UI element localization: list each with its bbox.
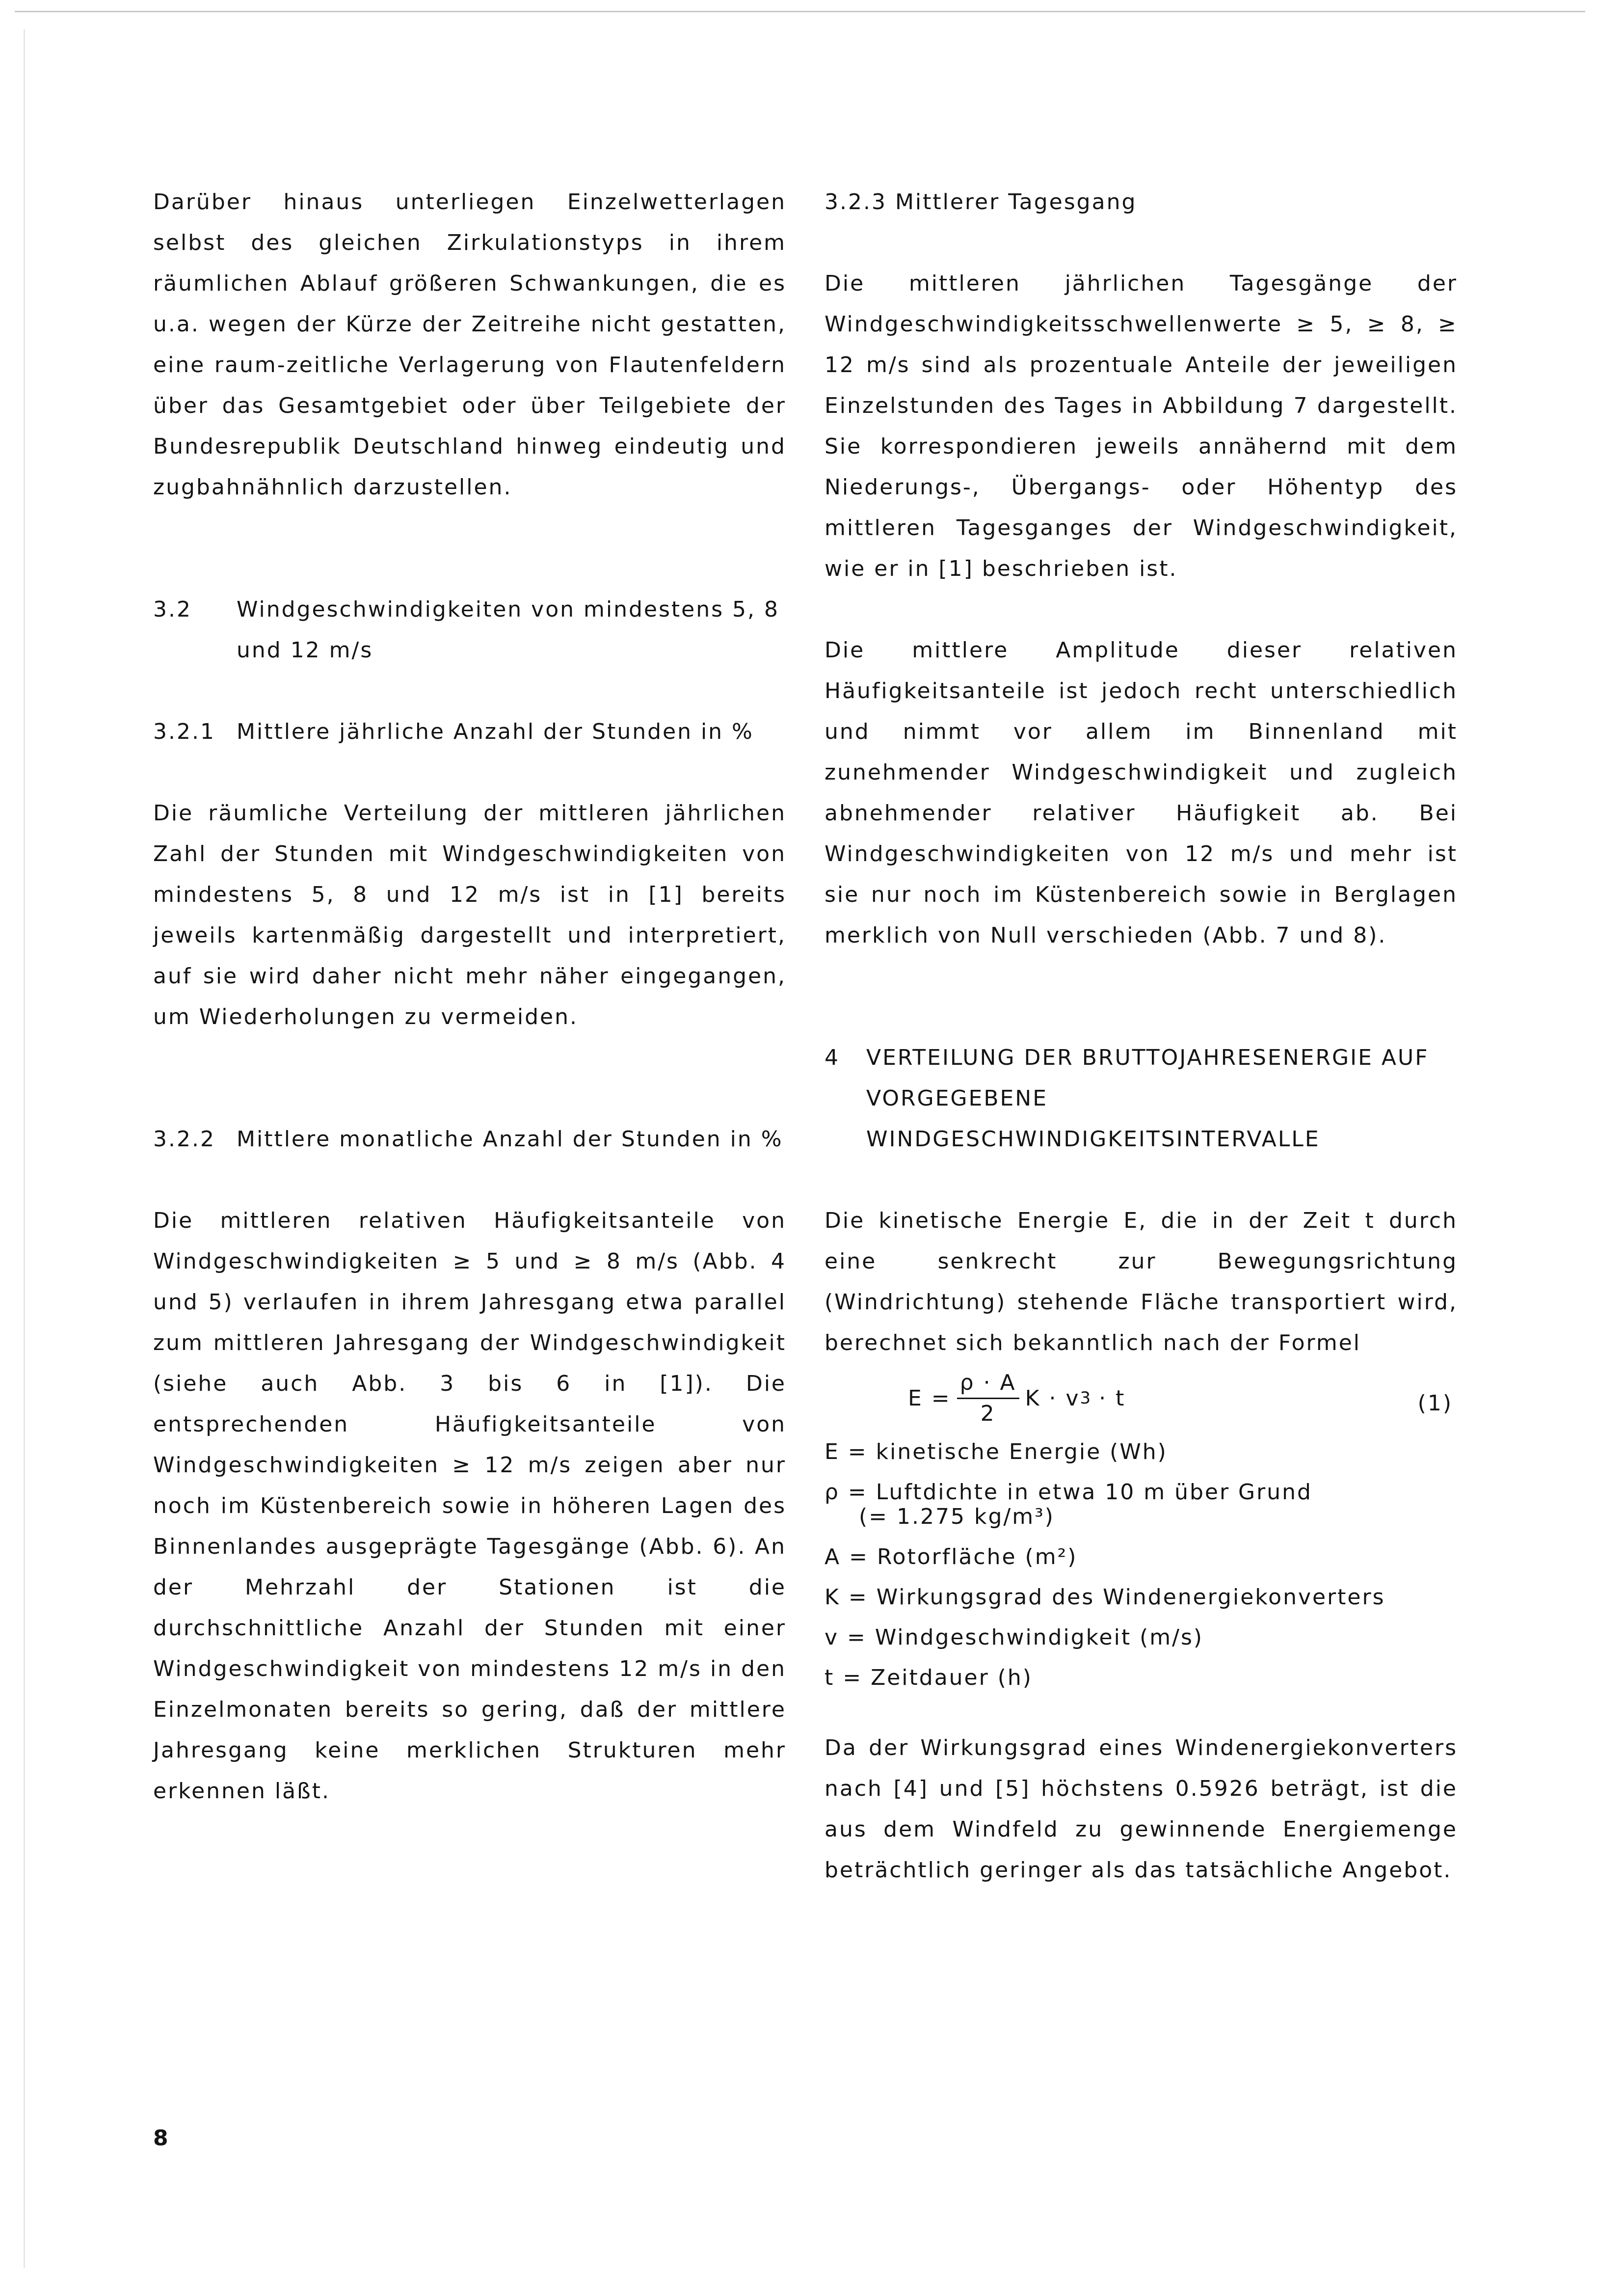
section-heading-4 [825, 1037, 1458, 1160]
paragraph-kinetische-energie: Die kinetische Energie E, die in der Zeit t durch eine senkrecht zur Bewegungsrichtung (Windrichtung) stehende Fläche transportiert wird, berechnet sich bekanntlich nach der Formel [825, 1208, 1458, 1355]
formula-numerator: ρ · A [957, 1368, 1019, 1399]
paragraph-flautenfelder: Darüber hinaus unterliegen Einzelwetterlagen selbst des gleichen Zirkulationstyps in ihrem räumlichen Ablauf größeren Schwankungen, die es u.a. wegen der Kürze der Zeitreihe nicht gestatten, eine raum-zeitliche Verlagerung von Flautenfeldern über das Gesamtgebiet oder über Teilgebiete der Bundesrepublik Deutschland hinweg eindeutig und zugbahnähnlich darzustellen. [153, 189, 786, 500]
section-title: Mittlere monatliche Anzahl der Stunden in % [237, 1127, 783, 1152]
definition-v: v = Windgeschwindigkeit (m/s) [825, 1625, 1204, 1650]
section-title: VERTEILUNG DER BRUTTOJAHRESENERGIE AUF VORGEGEBENE WINDGESCHWINDIGKEITSINTERVALLE [866, 1045, 1429, 1152]
page-number: 8 [153, 2126, 168, 2151]
equation-number: (1) [1417, 1391, 1453, 1416]
paragraph-tagesgaenge: Die mittleren jährlichen Tagesgänge der Windgeschwindigkeitsschwellenwerte ≥ 5, ≥ 8, ≥ 12 m/s sind als prozentuale Anteile der jeweiligen Einzelstunden des Tages in Abbildung 7 dargestellt. Sie korrespondieren jeweils annähernd mit dem Niederungs-, Übergangs- oder Höhentyp des mittleren Tagesganges der Windgeschwindigkeit, wie er in [1] beschrieben ist. [825, 271, 1458, 581]
formula-rest: K · v [1025, 1386, 1080, 1411]
definition-t: t = Zeitdauer (h) [825, 1665, 1033, 1690]
formula-lhs: E = [908, 1386, 951, 1411]
formula-exponent: 3 [1080, 1388, 1092, 1408]
section-number: 3.2 [153, 597, 192, 622]
section-heading-3-2 [153, 589, 786, 671]
definition-k: K = Wirkungsgrad des Windenergiekonverters [825, 1585, 1385, 1610]
paragraph-amplitude: Die mittlere Amplitude dieser relativen Häufigkeitsanteile ist jedoch recht unterschiedlich und nimmt vor allem im Binnenland mit zunehmender Windgeschwindigkeit und zugleich abnehmender relativer Häufigkeit ab. Bei Windgeschwindigkeiten von 12 m/s und mehr ist sie nur noch im Küstenbereich sowie in Berglagen merklich von Null verschieden (Abb. 7 und 8). [825, 638, 1458, 948]
formula-fraction [957, 1368, 1019, 1429]
formula-tail: · t [1099, 1386, 1126, 1411]
right-column [825, 182, 1458, 1891]
paragraph-raeumliche-verteilung: Die räumliche Verteilung der mittleren jährlichen Zahl der Stunden mit Windgeschwindigkeiten von mindestens 5, 8 und 12 m/s ist in [1] bereits jeweils kartenmäßig dargestellt und interpretiert, auf sie wird daher nicht mehr näher eingegangen, um Wiederholungen zu vermeiden. [153, 801, 786, 1029]
section-number: 3.2.1 [153, 719, 215, 744]
section-heading-3-2-3: 3.2.3 Mittlerer Tagesgang [825, 189, 1137, 215]
section-title: Windgeschwindigkeiten von mindestens 5, 8 und 12 m/s [237, 597, 779, 663]
energy-formula [825, 1363, 1458, 1432]
paragraph-wirkungsgrad: Da der Wirkungsgrad eines Windenergiekonverters nach [4] und [5] höchstens 0.5926 beträgt, ist die aus dem Windfeld zu gewinnende Energiemenge beträchtlich geringer als das tatsächliche Angebot. [825, 1735, 1458, 1883]
formula-denominator: 2 [980, 1401, 996, 1426]
definition-list [825, 1432, 1458, 1698]
section-number: 4 [825, 1045, 840, 1070]
scan-left-edge [24, 29, 25, 2268]
paragraph-haeufigkeitsanteile: Die mittleren relativen Häufigkeitsanteile von Windgeschwindigkeiten ≥ 5 und ≥ 8 m/s (Abb. 4 und 5) verlaufen in ihrem Jahresgang etwa parallel zum mittleren Jahresgang der Windgeschwindigkeit (siehe auch Abb. 3 bis 6 in [1]). Die entsprechenden Häufigkeitsanteile von Windgeschwindigkeiten ≥ 12 m/s zeigen aber nur noch im Küstenbereich sowie in höheren Lagen des Binnenlandes ausgeprägte Tagesgänge (Abb. 6). An der Mehrzahl der Stationen ist die durchschnittliche Anzahl der Stunden mit einer Windgeschwindigkeit von mindestens 12 m/s in den Einzelmonaten bereits so gering, daß der mittlere Jahresgang keine merklichen Strukturen mehr erkennen läßt. [153, 1208, 786, 1804]
section-heading-3-2-2 [153, 1119, 786, 1160]
definition-e: E = kinetische Energie (Wh) [825, 1439, 1168, 1464]
section-title: Mittlere jährliche Anzahl der Stunden in % [237, 719, 754, 744]
definition-a: A = Rotorfläche (m²) [825, 1544, 1078, 1569]
definition-rho: ρ = Luftdichte in etwa 10 m über Grund [825, 1480, 1312, 1505]
scan-top-edge [15, 11, 1585, 12]
left-column [153, 182, 786, 1811]
section-number: 3.2.2 [153, 1127, 215, 1152]
formula-expression [908, 1368, 1125, 1429]
section-heading-3-2-1 [153, 711, 786, 752]
definition-rho-value: (= 1.275 kg/m³) [859, 1504, 1055, 1529]
